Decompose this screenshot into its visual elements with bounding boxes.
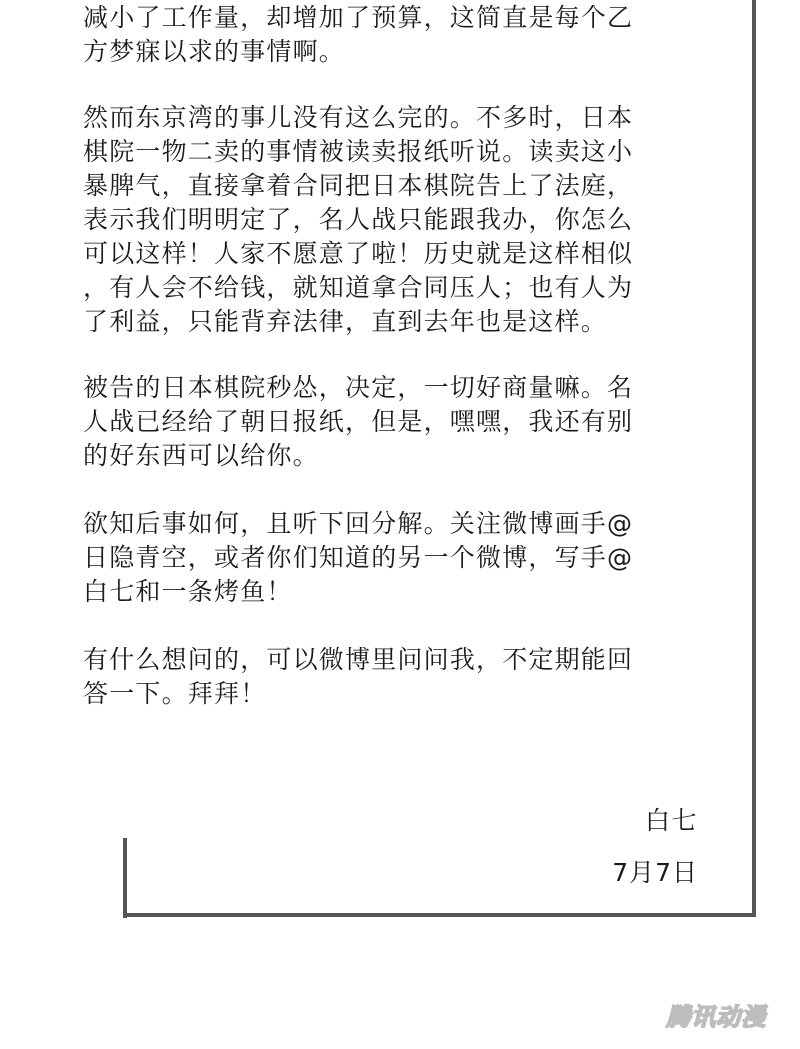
paragraph-4: 欲知后事如何，且听下回分解。关注微博画手@ 日隐青空，或者你们知道的另一个微博，写手@ 白七和一条烤鱼！ xyxy=(83,509,634,606)
letter-frame-bottom-border xyxy=(123,913,756,917)
watermark-logo: 腾讯动漫 xyxy=(666,1002,766,1031)
letter-date: 7月7日 xyxy=(612,858,698,887)
letter-frame-left-border xyxy=(123,838,127,918)
paragraph-5: 有什么想问的，可以微博里问问我，不定期能回 答一下。拜拜！ xyxy=(83,645,634,708)
paragraph-1: 减小了工作量，却增加了预算，这简直是每个乙 方梦寐以求的事情啊。 xyxy=(83,3,634,66)
signature: 白七 xyxy=(644,806,698,835)
letter-frame-right-border xyxy=(752,0,756,916)
paragraph-3: 被告的日本棋院秒怂，决定，一切好商量嘛。名 人战已经给了朝日报纸，但是，嘿嘿，我还有别 的好东西可以给你。 xyxy=(83,373,634,470)
paragraph-2: 然而东京湾的事儿没有这么完的。不多时，日本 棋院一物二卖的事情被读卖报纸听说。读卖这小 暴脾气，直接拿着合同把日本棋院告上了法庭， 表示我们明明定了，名人战只能跟我办，你怎么 可以这样！人家不愿意了啦！历史就是这样相似 ，有人会不给钱，就知道拿合同压人；也有人为 了利益，只能背弃法律，直到去年也是这样。 xyxy=(83,103,634,336)
